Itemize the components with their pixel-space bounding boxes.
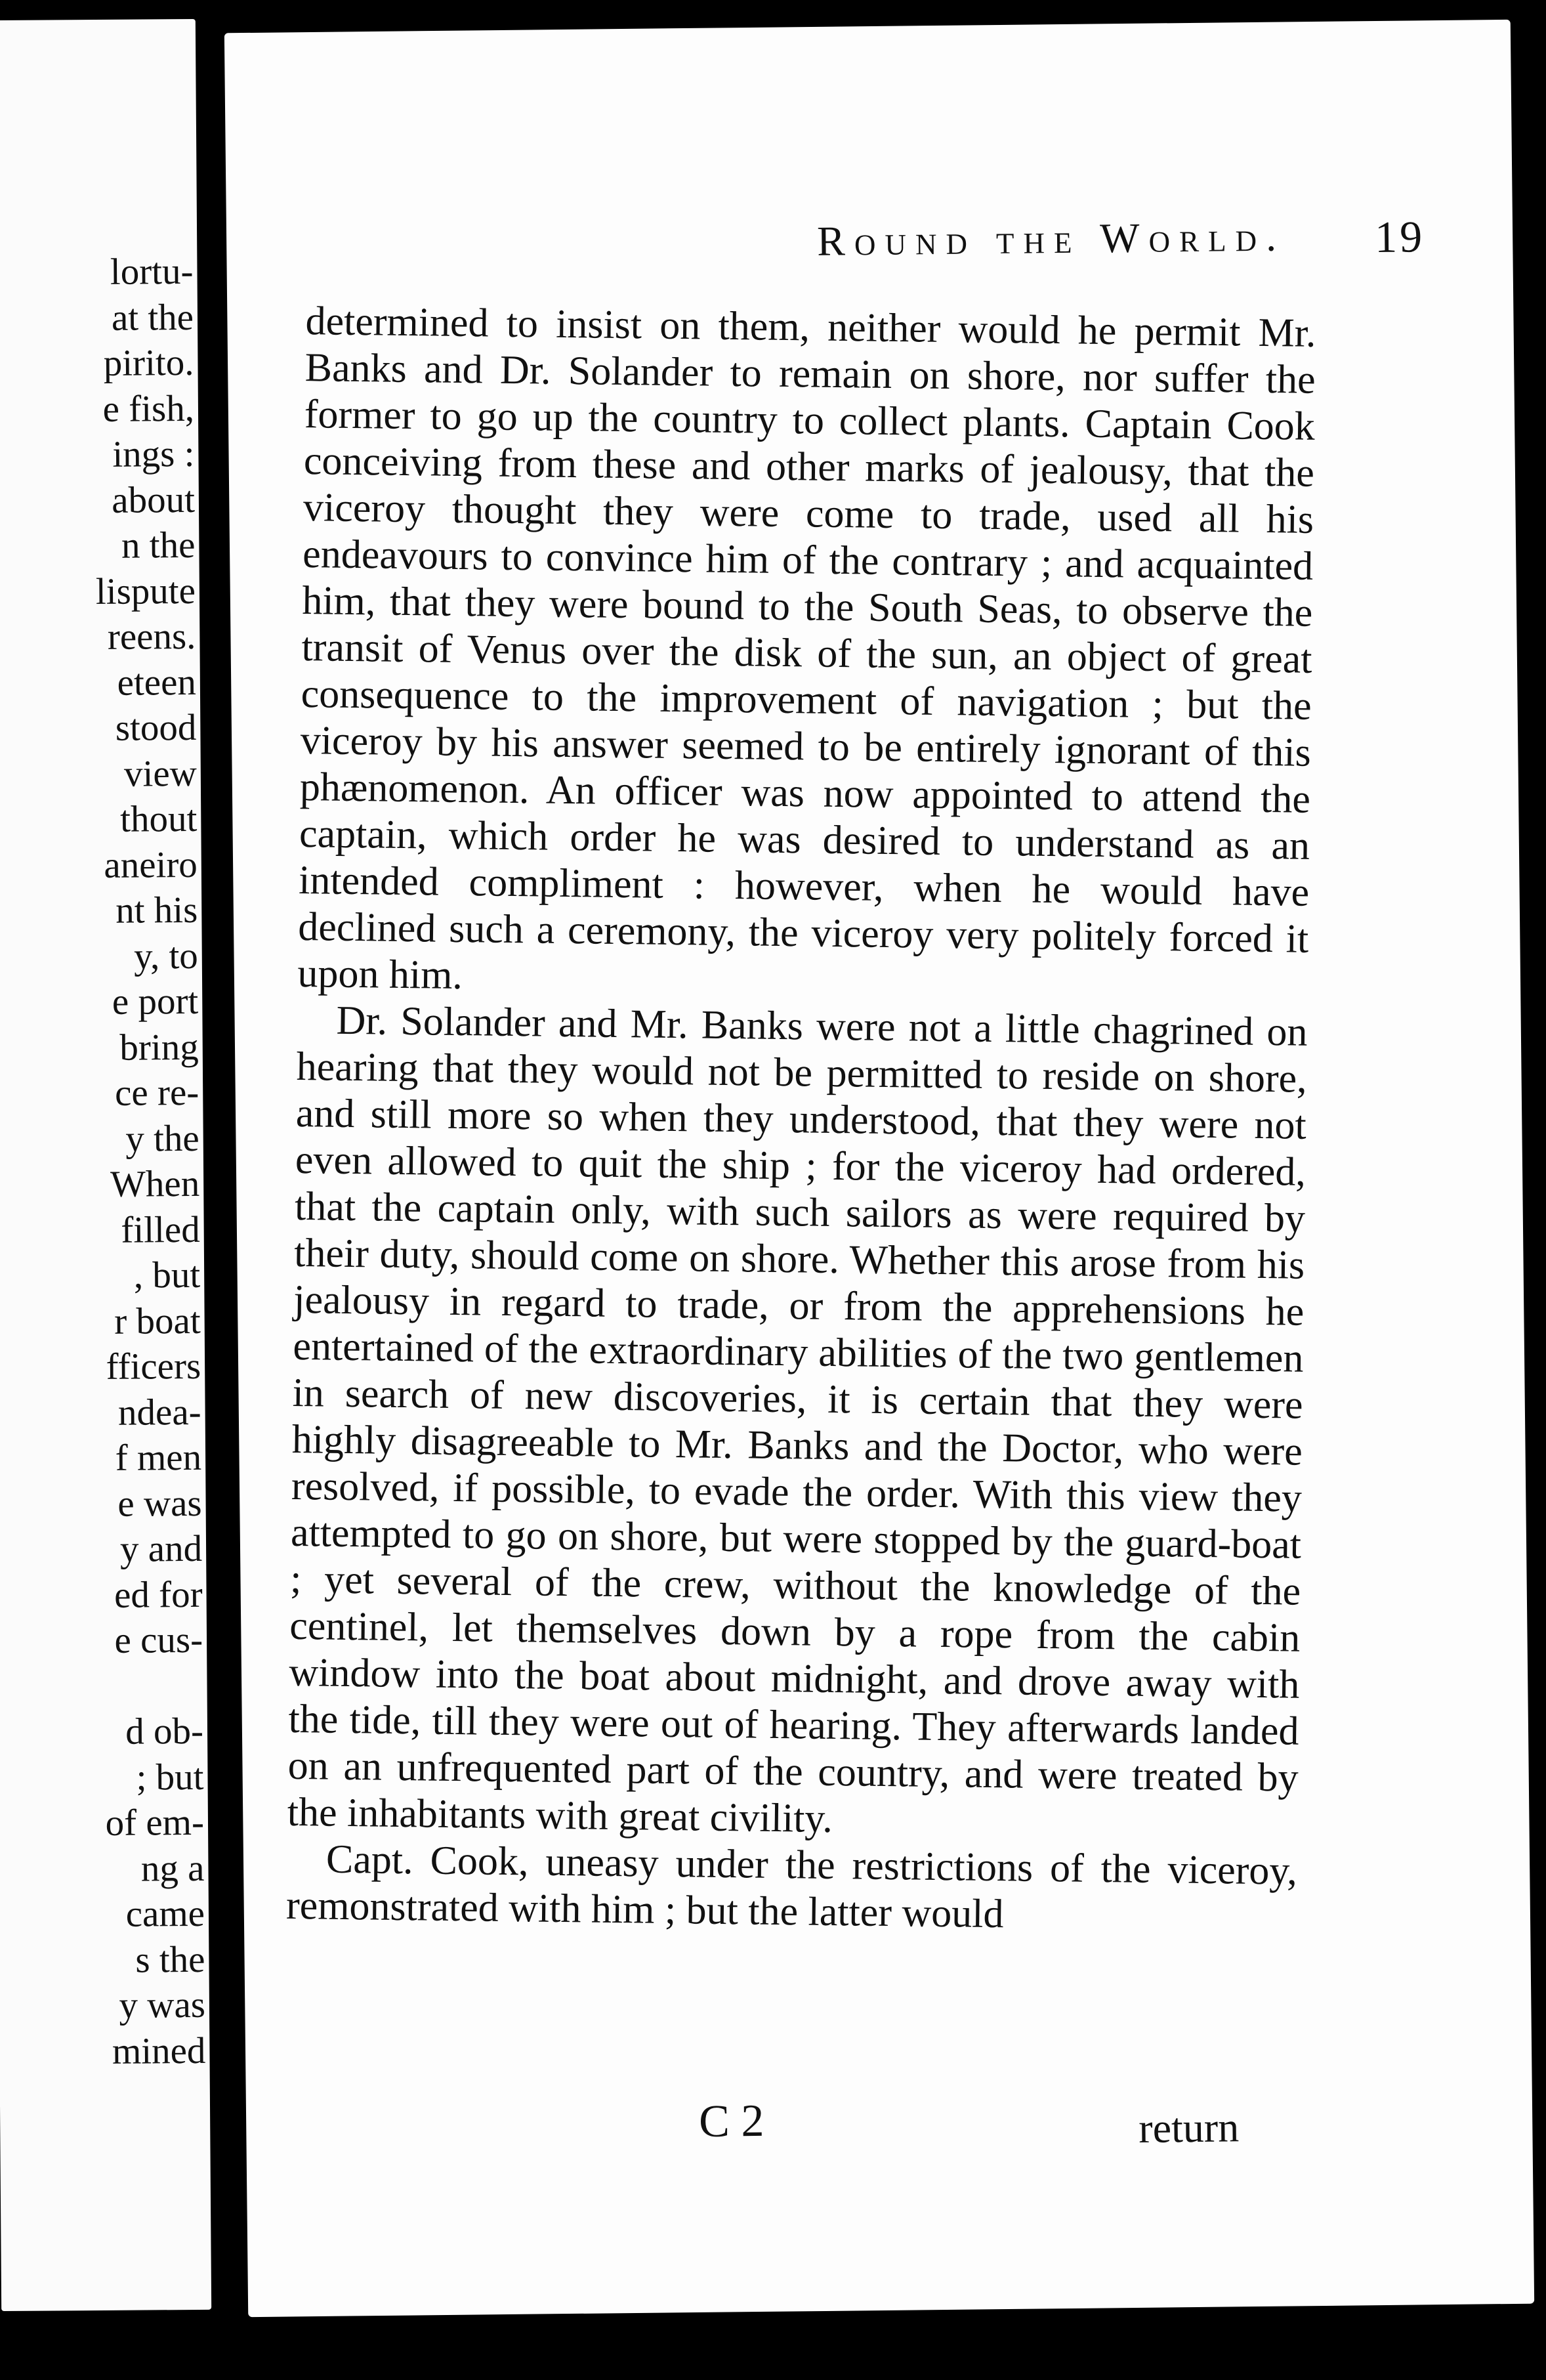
signature-mark: C 2 <box>698 2095 764 2147</box>
left-page-line: r boat <box>114 1300 201 1342</box>
left-page-line: ng a <box>140 1847 205 1890</box>
left-page-line: ings : <box>112 433 195 475</box>
body-text <box>286 298 1316 1942</box>
catchword: return <box>1138 2104 1240 2152</box>
left-page-fragment <box>0 19 211 2311</box>
left-page-line: s the <box>135 1938 205 1981</box>
left-page-line: reens. <box>107 615 196 658</box>
running-title: Round the World. <box>816 213 1286 265</box>
paragraph-2: Dr. Solander and Mr. Banks were not a little chagrined on hearing that they would not be permitted to reside on shore, and still more so when they understood, that they were not even allowed to quit the ship ; for the viceroy had ordered, that the captain only, with such sailors as were required by their duty, should come on shore. Whether this arose from his jealousy in regard to trade, or from the apprehensions he entertained of the extraordinary abilities of the two gentlemen in search of new discoveries, it is certain that they were highly disagreeable to Mr. Banks and the Doctor, who were resolved, if possible, to evade the order. With this view they attempted to go on shore, but were stopped by the guard-boat ; yet several of the crew, without the knowledge of the centinel, let themselves down by a rope from the cabin window into the boat about midnight, and drove away with the tide, till they were out of hearing. They afterwards landed on an unfrequented part of the country, and were treated by the inhabitants with great civility. <box>287 998 1308 1842</box>
left-page-line: , but <box>133 1254 201 1296</box>
left-page-line: ce re- <box>114 1071 199 1114</box>
left-page-text <box>93 249 205 2074</box>
left-page-line: e port <box>112 980 199 1023</box>
left-page-line: n the <box>121 524 196 566</box>
left-page-line: ndea- <box>117 1391 201 1434</box>
left-page-line <box>103 1663 203 1709</box>
left-page-line: d ob- <box>125 1710 204 1753</box>
left-page-line: fficers <box>106 1345 201 1388</box>
left-page-line: y and <box>119 1527 203 1570</box>
left-page-line: y, to <box>133 935 198 977</box>
left-page-line: lispute <box>95 570 196 612</box>
page-number: 19 <box>1374 211 1425 263</box>
left-page-line: bring <box>119 1026 199 1069</box>
left-page-line: mined <box>112 2029 206 2072</box>
book-page <box>224 20 1534 2317</box>
left-page-line: of em- <box>105 1801 205 1844</box>
left-page-line: f men <box>115 1436 202 1479</box>
left-page-line: view <box>123 752 198 795</box>
left-page-line: e fish, <box>102 387 195 430</box>
left-page-line: eteen <box>117 661 197 704</box>
paragraph-3: Capt. Cook, uneasy under the restrictions of the viceroy, remonstrated with him ; but the latter would <box>285 1837 1298 1937</box>
left-page-line: pirito. <box>103 341 194 384</box>
left-page-line: thout <box>119 797 198 840</box>
left-page-line: ed for <box>114 1573 203 1616</box>
left-page-line: lortu- <box>110 250 194 293</box>
left-page-line: ; but <box>136 1756 204 1798</box>
left-page-line: aneiro <box>104 843 198 886</box>
left-page-line: e cus- <box>114 1619 203 1661</box>
left-page-line: y the <box>125 1117 199 1160</box>
left-page-line: y was <box>119 1984 206 2026</box>
left-page-line: filled <box>121 1208 200 1251</box>
left-page-line: about <box>112 478 196 521</box>
running-header <box>568 211 1425 265</box>
left-page-line: nt his <box>115 889 198 931</box>
left-page-line: When <box>110 1162 200 1205</box>
left-page-line: at the <box>111 296 194 339</box>
left-page-line: stood <box>115 706 197 749</box>
left-page-line: came <box>125 1892 205 1935</box>
left-page-line: e was <box>117 1482 202 1525</box>
paragraph-1: determined to insist on them, neither would he permit Mr. Banks and Dr. Solander to remain on shore, nor suffer the former to go up the country to collect plants. Captain Cook conceiving from these and other marks of jealousy, that the viceroy thought they were come to trade, used all his endeavours to convince him of the contrary ; and acquainted him, that they were bound to the South Seas, to observe the transit of Venus over the disk of the sun, an object of great consequence to the improvement of navigation ; but the viceroy by his answer seemed to be entirely ignorant of this phænomenon. An officer was now appointed to attend the captain, which order he was desired to understand as an intended compliment : however, when he would have declined such a ceremony, the viceroy very politely forced it upon him. <box>297 299 1316 998</box>
